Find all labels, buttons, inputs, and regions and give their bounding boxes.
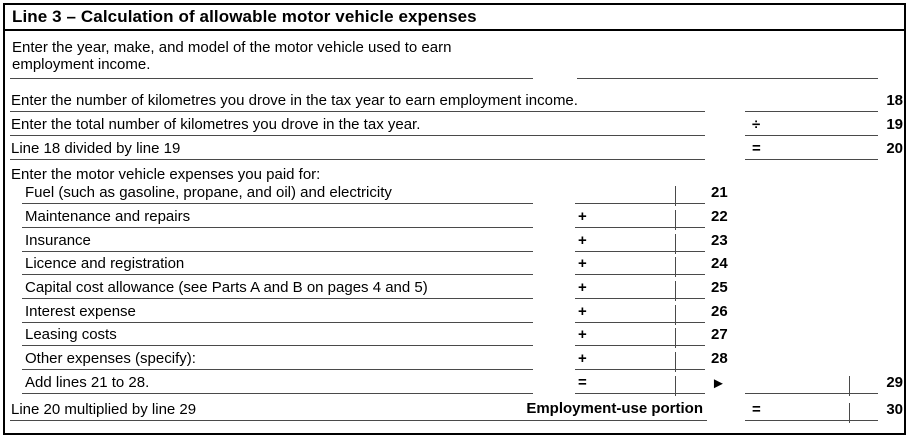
division-operator: ÷ [752,116,761,133]
title-rule [5,29,904,31]
plus-operator: + [578,303,587,320]
form-row-line-29 [0,371,912,394]
vehicle-year-make-model-field-right[interactable] [577,61,878,79]
form-row-line-28 [0,347,912,370]
cents-divider [675,257,676,277]
line-27-number: 27 [711,326,728,343]
line-26-label: Interest expense [25,303,136,320]
vehicle-intro-line1: Enter the year, make, and model of the motor vehicle used to earn [12,39,452,56]
line-21-label-underline [22,203,533,204]
form-row-line-30 [0,398,912,421]
form-row-line-21 [0,181,912,204]
line-21-amount-field[interactable] [575,182,705,204]
carry-forward-arrow-icon: ► [711,375,726,392]
plus-operator: + [578,232,587,249]
form-row-line-22 [0,205,912,228]
cents-divider [675,281,676,301]
line-29-number: 29 [886,374,903,391]
vehicle-intro-line2: employment income. [12,56,151,73]
line-21-number: 21 [711,184,728,201]
line-28-number: 28 [711,350,728,367]
line-20-label-underline [10,159,705,160]
line-18-amount-field[interactable] [745,90,878,112]
form-row-line-27 [0,323,912,346]
line-30-label-underline [10,420,707,421]
line-27-label-underline [22,345,533,346]
line-22-label: Maintenance and repairs [25,208,191,225]
cents-divider [849,403,850,423]
line-18-label-underline [10,111,705,112]
expenses-heading: Enter the motor vehicle expenses you paid for: [11,166,321,183]
line-29-amount-field[interactable] [745,372,878,394]
plus-operator: + [578,350,587,367]
line-22-number: 22 [711,208,728,225]
plus-operator: + [578,279,587,296]
line-19-label-underline [10,135,705,136]
line-21-label: Fuel (such as gasoline, propane, and oil) and electricity [25,184,392,201]
line-28-label: Other expenses (specify): [25,350,196,367]
line-28-amount-field[interactable] [575,348,705,370]
line-26-amount-field[interactable] [575,301,705,323]
cents-divider [675,234,676,254]
form-row-line-19 [0,113,912,136]
vehicle-year-make-model-field-left[interactable] [10,61,533,79]
line-30-amount-field[interactable] [745,399,878,421]
line-22-amount-field[interactable] [575,206,705,228]
form-row-line-24 [0,252,912,275]
cents-divider [849,376,850,396]
line-30-label: Line 20 multiplied by line 29 [11,401,197,418]
line-23-amount-field[interactable] [575,230,705,252]
form-row-line-20 [0,137,912,160]
cents-divider [675,328,676,348]
cents-divider [675,305,676,325]
line-29-subtotal-field[interactable] [575,372,705,394]
line-23-label: Insurance [25,232,91,249]
line-18-label: Enter the number of kilometres you drove in the tax year to earn employment income. [11,92,578,109]
equals-operator: = [752,140,761,157]
line-24-amount-field[interactable] [575,253,705,275]
line-24-label-underline [22,274,533,275]
plus-operator: + [578,326,587,343]
line-25-number: 25 [711,279,728,296]
line-20-label: Line 18 divided by line 19 [11,140,181,157]
line-25-label: Capital cost allowance (see Parts A and B on pages 4 and 5) [25,279,428,296]
line-30-number: 30 [886,401,903,418]
plus-operator: + [578,255,587,272]
line-27-amount-field[interactable] [575,324,705,346]
line-24-number: 24 [711,255,728,272]
line-28-label-underline [22,369,533,370]
section-title: Line 3 – Calculation of allowable motor vehicle expenses [12,7,477,26]
line-29-label: Add lines 21 to 28. [25,374,150,391]
equals-operator: = [578,374,587,391]
line-25-amount-field[interactable] [575,277,705,299]
line-27-label: Leasing costs [25,326,117,343]
line-29-label-underline [22,393,533,394]
line-19-amount-field[interactable] [745,114,878,136]
line-18-number: 18 [886,92,903,109]
line-19-label: Enter the total number of kilometres you drove in the tax year. [11,116,421,133]
form-row-line-25 [0,276,912,299]
equals-operator: = [752,401,761,418]
line-20-number: 20 [886,140,903,157]
line-20-amount-field[interactable] [745,138,878,160]
form-row-line-23 [0,229,912,252]
line-25-label-underline [22,298,533,299]
cents-divider [675,210,676,230]
form-row-line-18 [0,89,912,112]
line-19-number: 19 [886,116,903,133]
plus-operator: + [578,208,587,225]
cents-divider [675,352,676,372]
line-22-label-underline [22,227,533,228]
line-24-label: Licence and registration [25,255,185,272]
employment-use-portion-label: Employment-use portion [526,400,703,417]
line-23-number: 23 [711,232,728,249]
cents-divider [675,186,676,206]
cents-divider [675,376,676,396]
line-26-number: 26 [711,303,728,320]
form-row-line-26 [0,300,912,323]
